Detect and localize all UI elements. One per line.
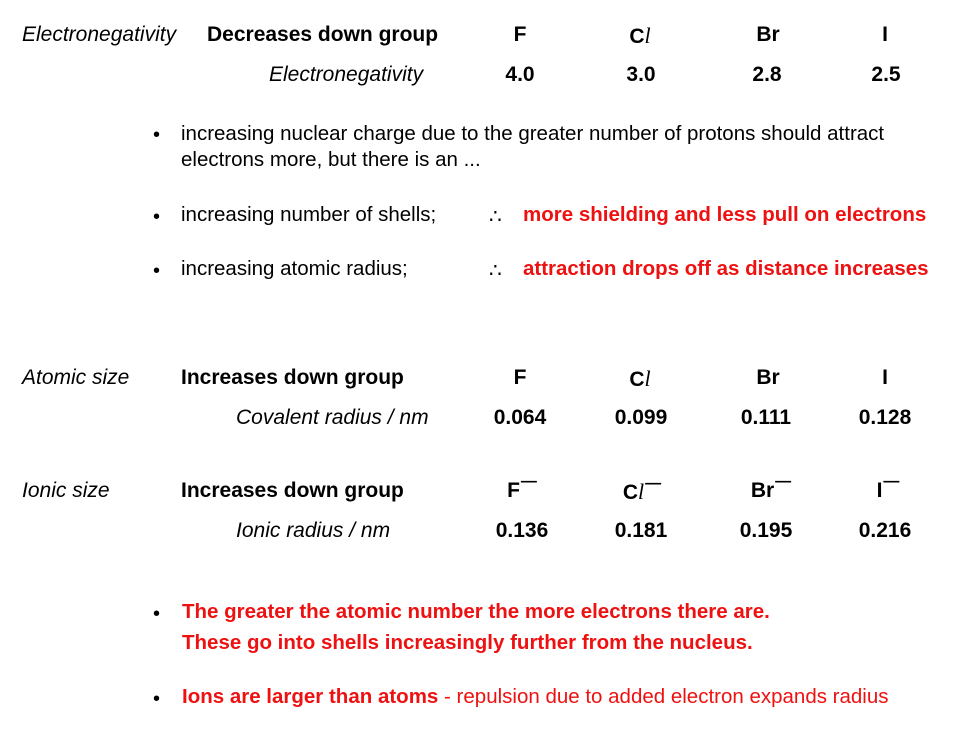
bullet-shells-consequence: more shielding and less pull on electrons [523, 203, 927, 226]
en-value-i: 2.5 [871, 63, 901, 86]
en-symbol-cl: Cl [629, 23, 651, 48]
en-symbol-i: I [882, 23, 888, 46]
covalent-value-br: 0.111 [740, 406, 792, 429]
bullet-marker: • [153, 206, 161, 228]
covalent-value-i: 0.128 [858, 406, 912, 429]
covalent-value-cl: 0.099 [614, 406, 668, 429]
en-symbol-br: Br [756, 23, 780, 46]
en-symbol-f: F [513, 23, 527, 46]
atomic-symbol-br: Br [756, 366, 780, 389]
bullet-radius-text: increasing atomic radius; [181, 257, 408, 280]
en-value-f: 4.0 [505, 63, 535, 86]
bullet-marker: • [153, 603, 161, 625]
electronegativity-trend: Decreases down group [207, 23, 439, 46]
atomic-symbol-cl: Cl [629, 366, 651, 391]
electronegativity-row-label: Electronegativity [269, 63, 424, 86]
bullet-nuclear-charge-line1: increasing nuclear charge due to the greater number of protons should attract [181, 122, 885, 145]
therefore-symbol: ∴ [489, 260, 502, 282]
en-value-br: 2.8 [752, 63, 782, 86]
ions-larger-rest: - repulsion due to added electron expands radius [438, 685, 889, 708]
ionic-value-br: 0.195 [739, 519, 793, 542]
ion-symbol-i: I— [876, 473, 900, 502]
atomic-size-label: Atomic size [22, 366, 130, 389]
atomic-size-trend: Increases down group [181, 366, 404, 389]
ions-larger-bold: Ions are larger than atoms [182, 685, 439, 708]
ionic-size-trend: Increases down group [181, 479, 404, 502]
bullet-radius-consequence: attraction drops off as distance increases [523, 257, 929, 280]
bullet-marker: • [153, 260, 161, 282]
ionic-size-label: Ionic size [22, 479, 110, 502]
bullet-ions-larger [182, 684, 889, 710]
electronegativity-label: Electronegativity [22, 23, 177, 46]
atomic-symbol-i: I [882, 366, 888, 389]
bullet-nuclear-charge-line2: electrons more, but there is an ... [181, 148, 481, 171]
en-value-cl: 3.0 [626, 63, 656, 86]
atomic-symbol-f: F [513, 366, 527, 389]
ionic-value-cl: 0.181 [614, 519, 668, 542]
bullet-marker: • [153, 124, 161, 146]
therefore-symbol: ∴ [489, 206, 502, 228]
covalent-value-f: 0.064 [493, 406, 547, 429]
ionic-value-f: 0.136 [495, 519, 549, 542]
ion-symbol-cl: Cl— [622, 475, 662, 504]
covalent-radius-label: Covalent radius / nm [236, 406, 429, 429]
ion-symbol-br: Br— [750, 473, 792, 502]
bullet-atomic-number-line2: These go into shells increasingly further from the nucleus. [182, 631, 753, 654]
bullet-shells-text: increasing number of shells; [181, 203, 437, 226]
bullet-marker: • [153, 688, 161, 710]
ionic-radius-label: Ionic radius / nm [236, 519, 391, 542]
bullet-atomic-number-line1: The greater the atomic number the more electrons there are. [182, 600, 770, 623]
ionic-value-i: 0.216 [858, 519, 912, 542]
ion-symbol-f: F— [507, 473, 537, 502]
